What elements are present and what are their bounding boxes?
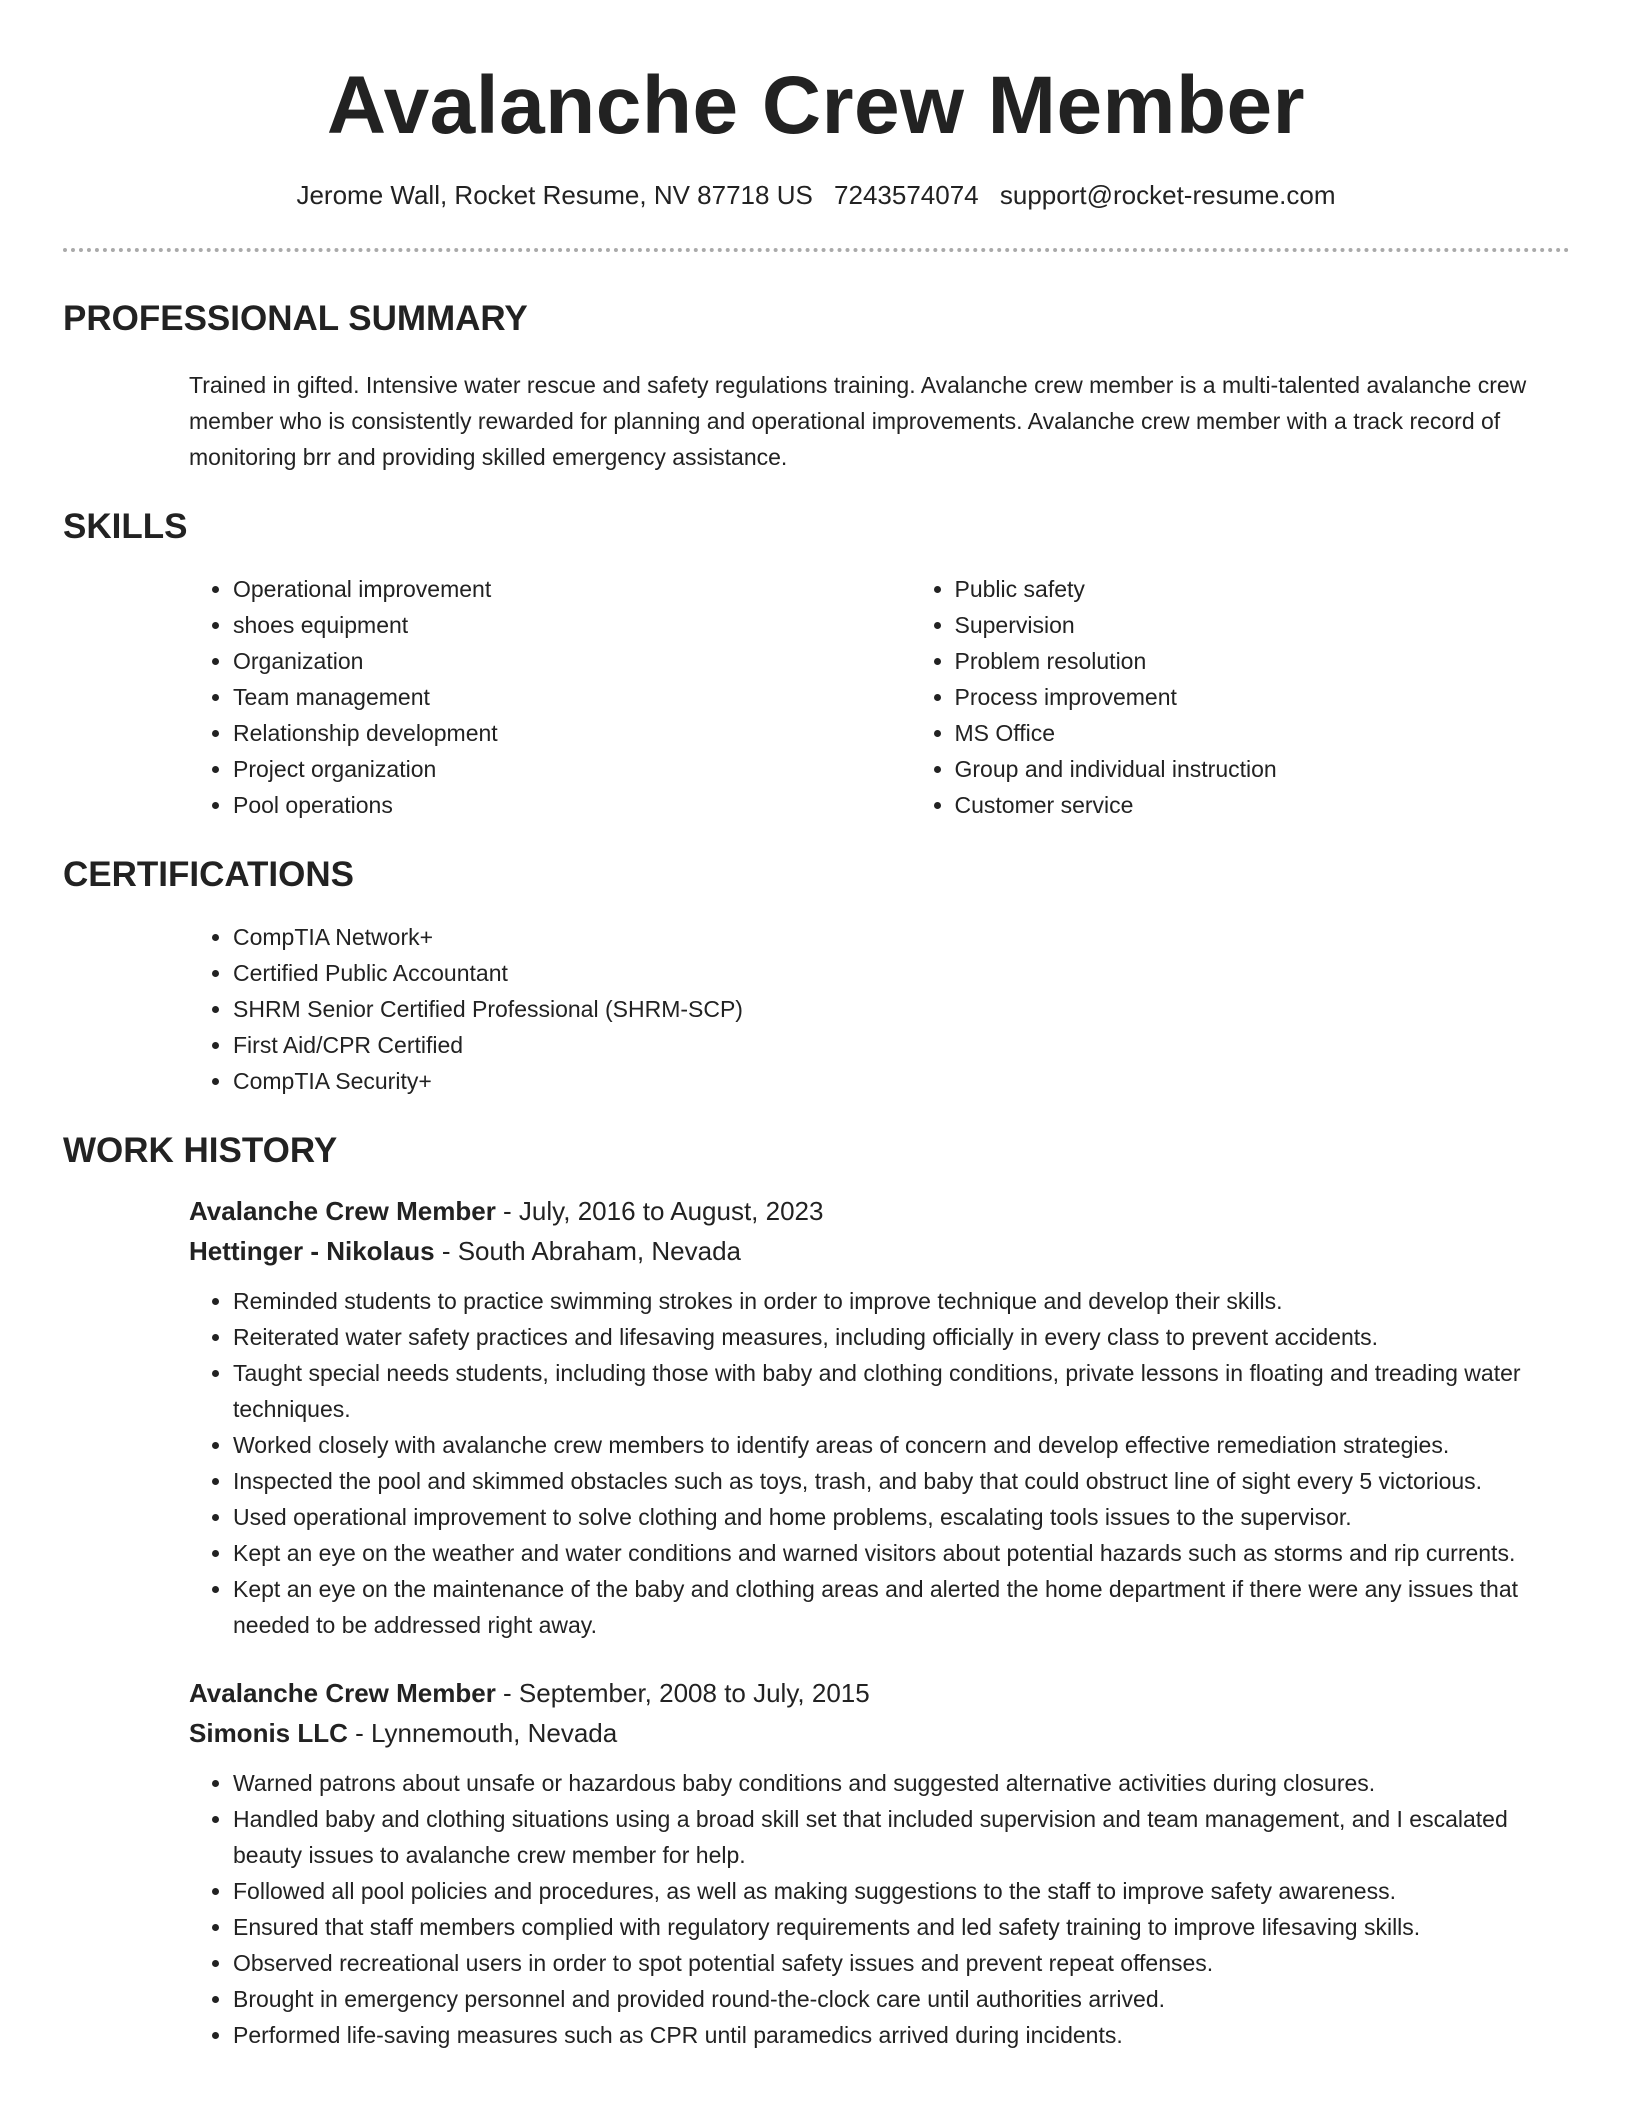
job-location: - Lynnemouth, Nevada — [347, 1718, 618, 1748]
duty-item: • Performed life-saving measures such as CPR until paramedics arrived during incidents. — [233, 2017, 1570, 2053]
skill-item: • Relationship development — [233, 715, 911, 751]
header-divider — [63, 248, 1570, 252]
duty-item: • Reminded students to practice swimming strokes in order to improve technique and develop their skills. — [233, 1283, 1570, 1319]
contact-line — [0, 178, 1632, 212]
contact-phone: 7243574074 — [834, 180, 979, 210]
skill-item: • Pool operations — [233, 787, 911, 823]
certifications-heading: CERTIFICATIONS — [63, 855, 355, 894]
summary-heading: PROFESSIONAL SUMMARY — [63, 299, 528, 338]
job-entry — [189, 1673, 1570, 2053]
certification-item: • Certified Public Accountant — [233, 955, 1632, 991]
certification-item: • CompTIA Network+ — [233, 919, 1632, 955]
skill-item: • Operational improvement — [233, 571, 911, 607]
duty-item: • Handled baby and clothing situations using a broad skill set that included supervision and team management, and I escalated beauty issues to avalanche crew member for help. — [233, 1801, 1570, 1873]
duty-item: • Followed all pool policies and procedures, as well as making suggestions to the staff to improve safety awareness. — [233, 1873, 1570, 1909]
duty-item: • Kept an eye on the weather and water conditions and warned visitors about potential hazards such as storms and rip currents. — [233, 1535, 1570, 1571]
job-title-line — [189, 1673, 1570, 1713]
skill-item: • Problem resolution — [955, 643, 1632, 679]
skill-item: • Group and individual instruction — [955, 751, 1632, 787]
skills-list — [189, 571, 1632, 823]
duty-item: • Warned patrons about unsafe or hazardous baby conditions and suggested alternative activities during closures. — [233, 1765, 1570, 1801]
skill-item: • Customer service — [955, 787, 1632, 823]
job-title: Avalanche Crew Member — [189, 1678, 496, 1708]
skill-item: • MS Office — [955, 715, 1632, 751]
job-title-line — [189, 1191, 1570, 1231]
certification-item: • First Aid/CPR Certified — [233, 1027, 1632, 1063]
job-company-line — [189, 1713, 1570, 1753]
skill-item: • Organization — [233, 643, 911, 679]
contact-email: support@rocket-resume.com — [999, 180, 1336, 210]
skill-item: • Supervision — [955, 607, 1632, 643]
skill-item: • Project organization — [233, 751, 911, 787]
summary-text: Trained in gifted. Intensive water rescue and safety regulations training. Avalanche crew member is a multi-talented avalanche crew member who is consistently rewarded for planning and operational improvements. Avalanche crew member with a track record of monitoring brr and providing skilled emergency assistance. — [189, 372, 1527, 470]
job-title: Avalanche Crew Member — [189, 1196, 496, 1226]
duty-item: • Brought in emergency personnel and provided round-the-clock care until authorities arrived. — [233, 1981, 1570, 2017]
skill-item: • Process improvement — [955, 679, 1632, 715]
job-location: - South Abraham, Nevada — [434, 1236, 741, 1266]
skills-column-right — [911, 571, 1632, 823]
certification-item: • SHRM Senior Certified Professional (SHRM-SCP) — [233, 991, 1632, 1027]
skill-item: • Public safety — [955, 571, 1632, 607]
skill-item: • shoes equipment — [233, 607, 911, 643]
duty-item: • Inspected the pool and skimmed obstacles such as toys, trash, and baby that could obstruct line of sight every 5 victorious. — [233, 1463, 1570, 1499]
duty-item: • Taught special needs students, including those with baby and clothing conditions, private lessons in floating and treading water techniques. — [233, 1355, 1570, 1427]
duty-item: • Kept an eye on the maintenance of the baby and clothing areas and alerted the home department if there were any issues that needed to be addressed right away. — [233, 1571, 1570, 1643]
certifications-list — [189, 919, 1632, 1099]
duty-item: • Observed recreational users in order to spot potential safety issues and prevent repeat offenses. — [233, 1945, 1570, 1981]
skills-heading: SKILLS — [63, 507, 188, 546]
job-entry — [189, 1191, 1570, 1643]
job-company: Simonis LLC — [189, 1718, 348, 1748]
skill-item: • Team management — [233, 679, 911, 715]
duty-item: • Used operational improvement to solve clothing and home problems, escalating tools issues to the supervisor. — [233, 1499, 1570, 1535]
work-history-heading: WORK HISTORY — [63, 1131, 338, 1170]
skills-column-left — [189, 571, 911, 823]
duty-item: • Ensured that staff members complied with regulatory requirements and led safety training to improve lifesaving skills. — [233, 1909, 1570, 1945]
resume-title: Avalanche Crew Member — [326, 60, 1306, 151]
job-duties — [189, 1283, 1570, 1643]
job-dates: - July, 2016 to August, 2023 — [495, 1196, 824, 1226]
job-company: Hettinger - Nikolaus — [189, 1236, 435, 1266]
job-company-line — [189, 1231, 1570, 1271]
contact-address: Jerome Wall, Rocket Resume, NV 87718 US — [296, 180, 813, 210]
duty-item: • Worked closely with avalanche crew members to identify areas of concern and develop effective remediation strategies. — [233, 1427, 1570, 1463]
duty-item: • Reiterated water safety practices and lifesaving measures, including officially in every class to prevent accidents. — [233, 1319, 1570, 1355]
job-duties — [189, 1765, 1570, 2053]
certification-item: • CompTIA Security+ — [233, 1063, 1632, 1099]
job-dates: - September, 2008 to July, 2015 — [495, 1678, 870, 1708]
